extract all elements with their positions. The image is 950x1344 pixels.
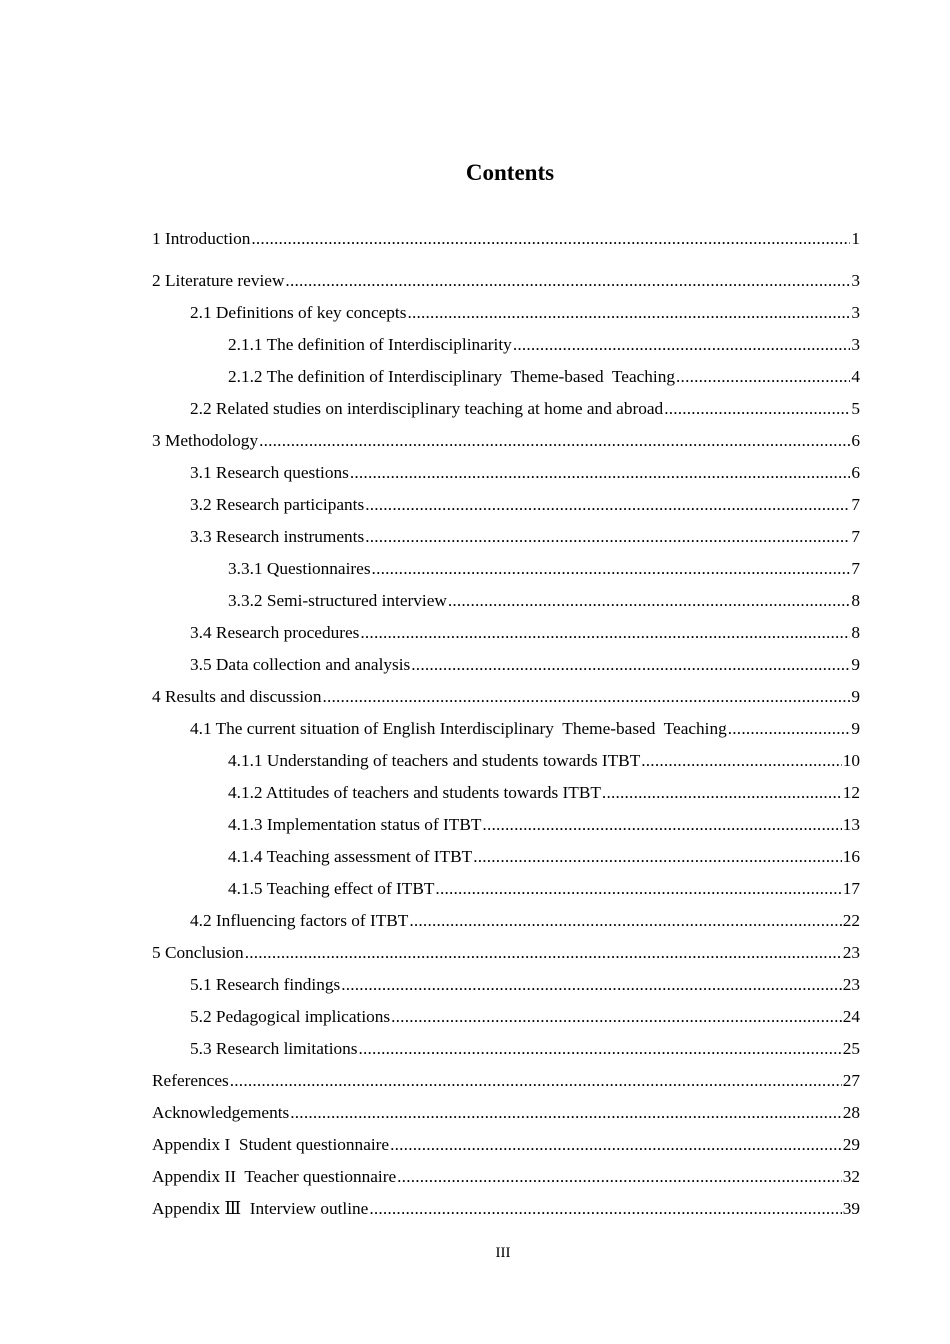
- toc-dot-leader: [245, 939, 842, 967]
- table-of-contents: [152, 225, 860, 1227]
- toc-entry-label: 3.5 Data collection and analysis: [190, 655, 411, 674]
- toc-entry-label: 4 Results and discussion: [152, 687, 322, 706]
- toc-dot-leader: [259, 427, 850, 455]
- toc-entry-label: 5.2 Pedagogical implications: [190, 1007, 391, 1026]
- toc-dot-leader: [359, 1035, 842, 1063]
- toc-entry-label: Appendix Ⅲ Interview outline: [152, 1199, 369, 1218]
- toc-entry-page: 3: [851, 271, 860, 290]
- toc-entry-page: 9: [851, 719, 860, 738]
- toc-entry[interactable]: [152, 1195, 860, 1227]
- toc-entry[interactable]: [152, 779, 860, 811]
- toc-entry[interactable]: [152, 331, 860, 363]
- toc-dot-leader: [350, 459, 851, 487]
- toc-entry-label: 3.4 Research procedures: [190, 623, 360, 642]
- toc-entry-page: 22: [842, 911, 860, 930]
- toc-entry[interactable]: [152, 747, 860, 779]
- toc-entry-label: 4.1.1 Understanding of teachers and students towards ITBT: [228, 751, 641, 770]
- toc-entry-page: 3: [851, 335, 860, 354]
- toc-entry[interactable]: [152, 427, 860, 459]
- toc-entry-page: 13: [842, 815, 860, 834]
- toc-entry-label: 3.3.2 Semi-structured interview: [228, 591, 447, 610]
- toc-dot-leader: [411, 651, 850, 679]
- toc-entry-label: 2.1.1 The definition of Interdisciplinarity: [228, 335, 512, 354]
- toc-entry-label: Appendix II Teacher questionnaire: [152, 1167, 397, 1186]
- toc-dot-leader: [360, 619, 850, 647]
- toc-dot-leader: [251, 225, 850, 253]
- toc-dot-leader: [391, 1003, 842, 1031]
- toc-dot-leader: [230, 1067, 842, 1095]
- toc-entry-page: 8: [851, 591, 860, 610]
- toc-entry[interactable]: [152, 651, 860, 683]
- toc-entry-label: 4.1.5 Teaching effect of ITBT: [228, 879, 435, 898]
- toc-entry[interactable]: [152, 1163, 860, 1195]
- toc-entry-page: 7: [851, 495, 860, 514]
- toc-dot-leader: [513, 331, 851, 359]
- toc-entry[interactable]: [152, 843, 860, 875]
- toc-entry[interactable]: [152, 363, 860, 395]
- toc-dot-leader: [365, 523, 850, 551]
- toc-dot-leader: [397, 1163, 842, 1191]
- toc-entry[interactable]: [152, 1099, 860, 1131]
- toc-entry-label: 3.2 Research participants: [190, 495, 365, 514]
- toc-entry-page: 6: [851, 463, 860, 482]
- toc-entry-page: 12: [842, 783, 860, 802]
- toc-dot-leader: [369, 1195, 841, 1223]
- toc-entry-page: 1: [851, 229, 860, 248]
- toc-entry-label: Appendix I Student questionnaire: [152, 1135, 390, 1154]
- toc-entry[interactable]: [152, 1067, 860, 1099]
- toc-entry-page: 23: [842, 943, 860, 962]
- toc-entry-label: 5.1 Research findings: [190, 975, 341, 994]
- toc-entry[interactable]: [152, 907, 860, 939]
- toc-entry-label: References: [152, 1071, 229, 1090]
- toc-entry[interactable]: [152, 395, 860, 427]
- toc-entry[interactable]: [152, 1131, 860, 1163]
- toc-dot-leader: [676, 363, 850, 391]
- toc-entry-label: 4.2 Influencing factors of ITBT: [190, 911, 409, 930]
- toc-entry-page: 4: [851, 367, 860, 386]
- toc-entry-page: 7: [851, 527, 860, 546]
- toc-entry-label: 4.1.4 Teaching assessment of ITBT: [228, 847, 473, 866]
- toc-entry[interactable]: [152, 1035, 860, 1067]
- toc-entry[interactable]: [152, 875, 860, 907]
- toc-entry[interactable]: [152, 683, 860, 715]
- toc-entry-label: 4.1.3 Implementation status of ITBT: [228, 815, 482, 834]
- toc-entry[interactable]: [152, 267, 860, 299]
- toc-dot-leader: [409, 907, 841, 935]
- toc-entry[interactable]: [152, 555, 860, 587]
- toc-entry[interactable]: [152, 619, 860, 651]
- toc-entry-label: 4.1 The current situation of English Interdisciplinary Theme-based Teaching: [190, 719, 727, 738]
- toc-entry-page: 3: [851, 303, 860, 322]
- toc-entry-page: 39: [842, 1199, 860, 1218]
- toc-entry-label: 5.3 Research limitations: [190, 1039, 358, 1058]
- toc-dot-leader: [602, 779, 842, 807]
- toc-dot-leader: [448, 587, 851, 615]
- toc-dot-leader: [482, 811, 841, 839]
- toc-entry-label: 5 Conclusion: [152, 943, 244, 962]
- toc-entry-label: 3.3 Research instruments: [190, 527, 365, 546]
- toc-entry[interactable]: [152, 459, 860, 491]
- page-number: III: [495, 1245, 511, 1261]
- toc-entry-page: 23: [842, 975, 860, 994]
- toc-entry-page: 7: [851, 559, 860, 578]
- toc-entry-page: 32: [842, 1167, 860, 1186]
- toc-dot-leader: [664, 395, 850, 423]
- toc-dot-leader: [390, 1131, 842, 1159]
- toc-entry[interactable]: [152, 971, 860, 1003]
- toc-entry-label: 1 Introduction: [152, 229, 251, 248]
- toc-entry[interactable]: [152, 1003, 860, 1035]
- toc-entry[interactable]: [152, 491, 860, 523]
- toc-entry[interactable]: [152, 299, 860, 331]
- toc-entry[interactable]: [152, 811, 860, 843]
- toc-dot-leader: [341, 971, 842, 999]
- toc-entry-label: 2.1.2 The definition of Interdisciplinary Theme-based Teaching: [228, 367, 676, 386]
- toc-entry-label: 3.3.1 Questionnaires: [228, 559, 371, 578]
- toc-entry-page: 17: [842, 879, 860, 898]
- toc-entry-label: 3.1 Research questions: [190, 463, 349, 482]
- toc-entry-label: 4.1.2 Attitudes of teachers and students towards ITBT: [228, 783, 601, 802]
- toc-entry-page: 24: [842, 1007, 860, 1026]
- toc-entry-label: 2.2 Related studies on interdisciplinary teaching at home and abroad: [190, 399, 664, 418]
- toc-dot-leader: [728, 715, 851, 743]
- toc-entry-label: 3 Methodology: [152, 431, 259, 450]
- toc-entry[interactable]: [152, 587, 860, 619]
- toc-entry-page: 9: [851, 687, 860, 706]
- toc-entry-page: 5: [851, 399, 860, 418]
- toc-entry-page: 28: [842, 1103, 860, 1122]
- toc-entry-label: Acknowledgements: [152, 1103, 290, 1122]
- page-title: Contents: [465, 160, 555, 185]
- toc-entry-label: 2 Literature review: [152, 271, 285, 290]
- toc-dot-leader: [435, 875, 841, 903]
- toc-entry-page: 8: [851, 623, 860, 642]
- toc-dot-leader: [285, 267, 850, 295]
- toc-entry[interactable]: [152, 715, 860, 747]
- toc-entry[interactable]: [152, 225, 860, 267]
- toc-dot-leader: [641, 747, 841, 775]
- toc-entry-label: 2.1 Definitions of key concepts: [190, 303, 407, 322]
- toc-entry[interactable]: [152, 939, 860, 971]
- toc-entry-page: 16: [842, 847, 860, 866]
- toc-dot-leader: [322, 683, 850, 711]
- toc-dot-leader: [290, 1099, 841, 1127]
- toc-entry[interactable]: [152, 523, 860, 555]
- toc-dot-leader: [365, 491, 850, 519]
- toc-entry-page: 29: [842, 1135, 860, 1154]
- toc-dot-leader: [372, 555, 851, 583]
- toc-entry-page: 25: [842, 1039, 860, 1058]
- toc-dot-leader: [407, 299, 850, 327]
- toc-entry-page: 9: [851, 655, 860, 674]
- toc-entry-page: 6: [851, 431, 860, 450]
- toc-entry-page: 27: [842, 1071, 860, 1090]
- toc-dot-leader: [473, 843, 842, 871]
- toc-entry-page: 10: [842, 751, 860, 770]
